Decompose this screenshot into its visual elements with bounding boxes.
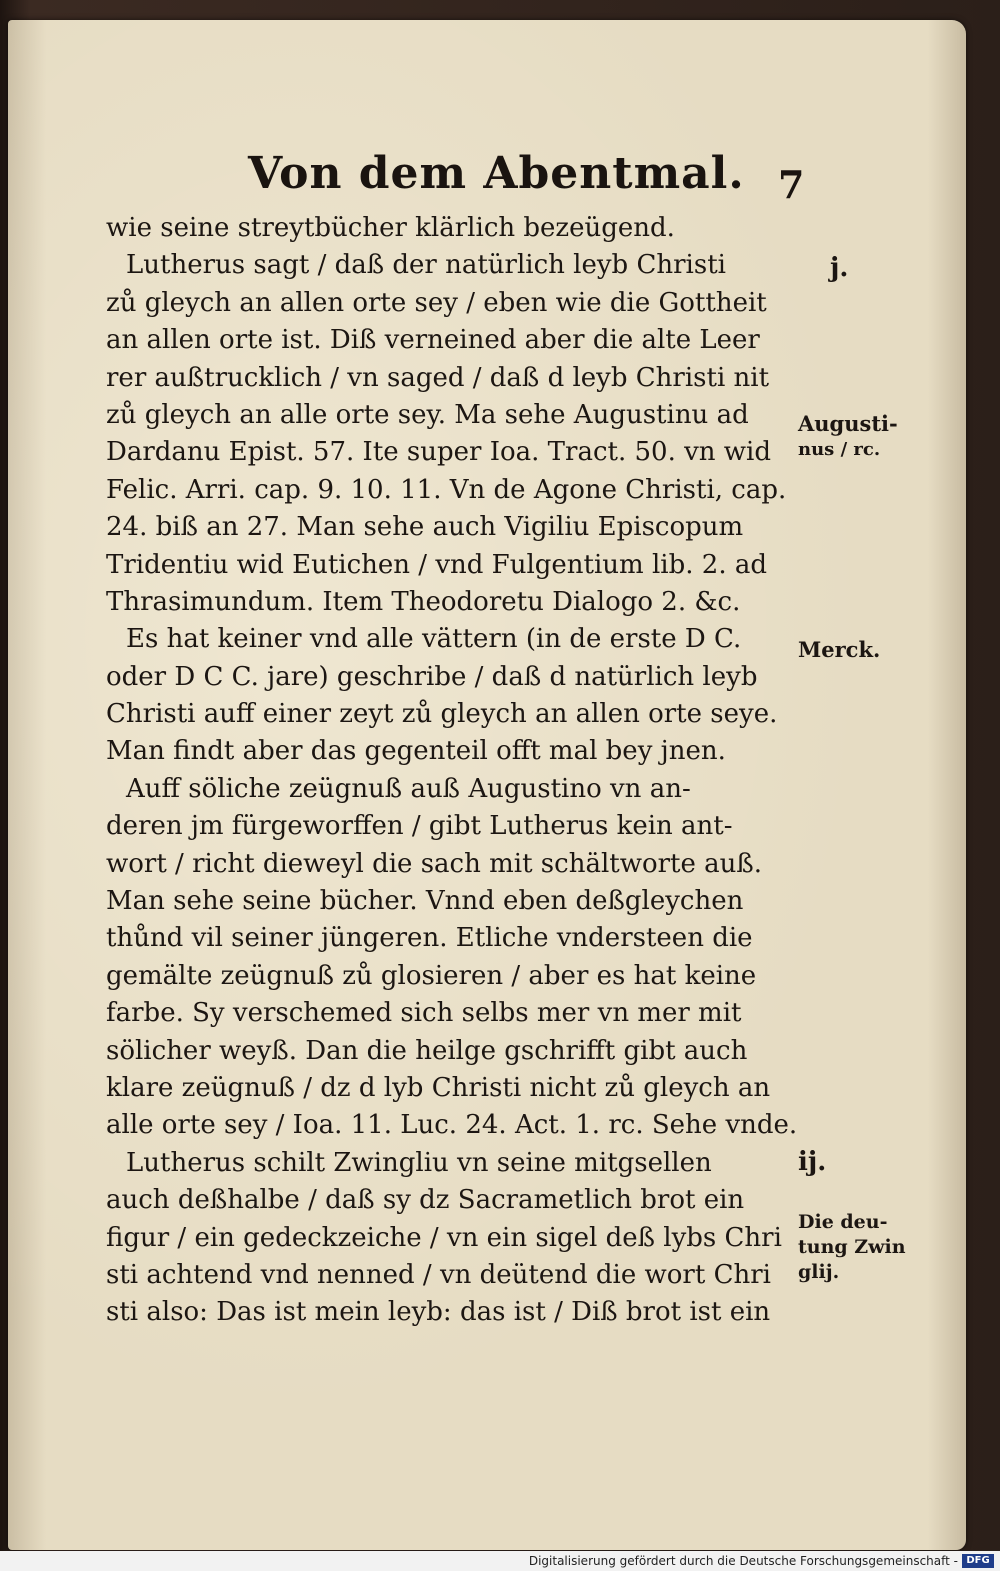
- text-line: an allen orte ist. Diß verneined aber die alte Leer: [106, 325, 760, 356]
- text-line: oder D C C. jare) geschribe / daß d natürlich leyb: [106, 661, 758, 692]
- text-line: sti also: Das ist mein leyb: das ist / Diß brot ist ein: [106, 1297, 771, 1328]
- margin-note: Die deu-: [798, 1211, 888, 1233]
- text-line: Es hat keiner vnd alle vättern (in de erste D C.: [126, 624, 742, 655]
- text-line: sölicher weyß. Dan die heilge gschrifft gibt auch: [106, 1035, 748, 1066]
- text-line: figur / ein gedeckzeiche / vn ein sigel deß lybs Chri: [106, 1222, 782, 1253]
- text-line: 24. biß an 27. Man sehe auch Vigiliu Episcopum: [106, 512, 744, 543]
- text-line: Lutherus schilt Zwingliu vn seine mitgsellen: [126, 1147, 712, 1178]
- funding-credit: Digitalisierung gefördert durch die Deutsche Forschungsgemeinschaft -: [528, 1554, 958, 1568]
- text-line: auch deßhalbe / daß sy dz Sacrametlich brot ein: [106, 1185, 745, 1216]
- text-line: alle orte sey / Ioa. 11. Luc. 24. Act. 1. rc. Sehe vnde.: [106, 1110, 798, 1141]
- margin-note: Merck.: [798, 637, 881, 662]
- text-line: Felic. Arri. cap. 9. 10. 11. Vn de Agone Christi, cap.: [106, 474, 787, 505]
- text-line: Lutherus sagt / daß der natürlich leyb Christi: [126, 250, 726, 281]
- text-line: deren jm fürgeworffen / gibt Lutherus kein ant-: [106, 811, 733, 842]
- text-line: sti achtend vnd nenned / vn deütend die wort Chri: [106, 1259, 771, 1290]
- text-line: Man findt aber das gegenteil offt mal bey jnen.: [106, 736, 726, 767]
- text-line: Christi auff einer zeyt zů gleych an allen orte seye.: [106, 699, 778, 730]
- text-line: Thrasimundum. Item Theodoretu Dialogo 2. &c.: [106, 586, 741, 617]
- text-line: zů gleych an alle orte sey. Ma sehe Augustinu ad: [106, 399, 749, 430]
- text-line: zů gleych an allen orte sey / eben wie die Gottheit: [106, 287, 767, 318]
- dfg-logo: DFG: [962, 1554, 994, 1568]
- text-line: Dardanu Epist. 57. Ite super Ioa. Tract. 50. vn wid: [106, 437, 772, 468]
- text-line: wie seine streytbücher klärlich bezeügend.: [106, 213, 675, 243]
- text-line: Auff söliche zeügnuß auß Augustino vn an-: [126, 773, 691, 804]
- text-line: thůnd vil seiner jüngeren. Etliche vndersteen die: [106, 923, 753, 954]
- text-line: wort / richt dieweyl die sach mit schältworte auß.: [106, 848, 763, 879]
- text-line: rer außtrucklich / vn saged / daß d leyb Christi nit: [106, 362, 770, 393]
- margin-note: nus / rc.: [798, 439, 881, 460]
- body-text: [106, 210, 806, 1332]
- margin-note: j.: [830, 253, 849, 283]
- text-line: farbe. Sy verschemed sich selbs mer vn mer mit: [106, 998, 742, 1029]
- margin-note: tung Zwin: [798, 1236, 906, 1258]
- text-line: klare zeügnuß / dz d lyb Christi nicht zů gleych an: [106, 1072, 771, 1103]
- margin-note: glij.: [798, 1261, 840, 1283]
- book-page: [8, 20, 966, 1550]
- text-line: Tridentiu wid Eutichen / vnd Fulgentium lib. 2. ad: [106, 549, 767, 580]
- margin-note: Augusti-: [798, 411, 898, 436]
- running-head: Von dem Abentmal.: [248, 148, 745, 199]
- margin-note: ij.: [798, 1147, 827, 1177]
- footer-bar: [0, 1551, 1000, 1571]
- page-number: 7: [778, 162, 805, 207]
- text-line: gemälte zeügnuß zů glosieren / aber es hat keine: [106, 960, 757, 991]
- text-line: Man sehe seine bücher. Vnnd eben deßgleychen: [106, 886, 744, 917]
